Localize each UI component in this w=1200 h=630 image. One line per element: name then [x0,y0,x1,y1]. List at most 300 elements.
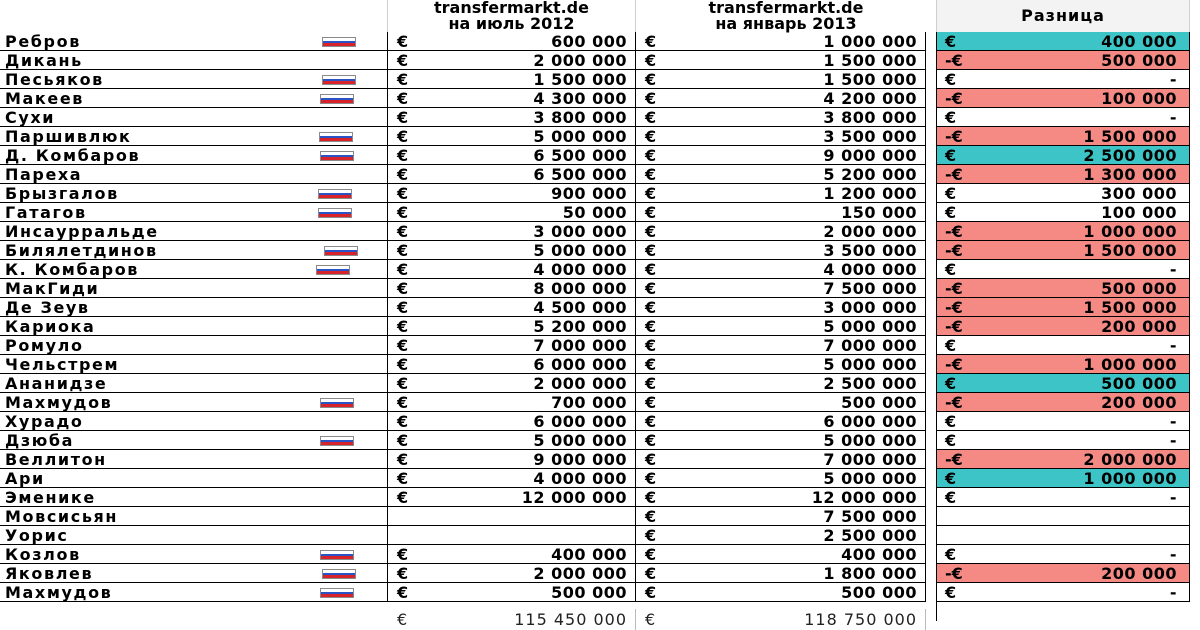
currency-symbol: € [645,32,657,51]
value-january-2013-cell [636,127,926,146]
table-row [0,374,1200,393]
value-january-2013: 5 200 000 [823,165,917,184]
player-name: Мовсисьян [5,507,119,526]
table-row [0,583,1200,602]
value-january-2013-cell [636,393,926,412]
value-july-2012: 5 000 000 [533,431,627,450]
currency-symbol: € [397,165,409,184]
value-july-2012-cell [388,412,636,431]
table-row [0,127,1200,146]
player-name-cell [0,241,388,260]
currency-symbol: € [645,431,657,450]
russia-flag-icon [320,151,354,161]
table-row [0,450,1200,469]
value-january-2013-cell [636,450,926,469]
currency-symbol: € [645,279,657,298]
difference-currency: € [945,545,957,564]
difference-currency: € [945,374,957,393]
value-july-2012: 4 000 000 [533,260,627,279]
russia-flag-icon [319,132,353,142]
value-july-2012-cell [388,203,636,222]
player-name: Билялетдинов [5,241,158,260]
difference-value: 300 000 [1101,184,1177,203]
difference-value: 1 000 000 [1083,355,1177,374]
value-july-2012: 7 000 000 [533,336,627,355]
russia-flag-icon [318,208,352,218]
value-july-2012: 900 000 [551,184,627,203]
russia-flag-icon [320,550,354,560]
value-january-2013: 7 000 000 [823,450,917,469]
currency-symbol: € [397,51,409,70]
currency-symbol: € [645,298,657,317]
currency-symbol: € [397,583,409,602]
currency-symbol: € [397,241,409,260]
value-july-2012-cell [388,260,636,279]
header-blank [0,0,388,32]
player-name: Де Зеув [5,298,90,317]
player-name-cell [0,165,388,184]
currency-symbol: € [397,70,409,89]
player-name-cell [0,89,388,108]
value-july-2012-cell [388,507,636,526]
value-july-2012: 3 000 000 [533,222,627,241]
value-january-2013: 1 500 000 [823,51,917,70]
header-col-b-line1: transfermarkt.de [708,0,864,17]
difference-currency: € [945,488,957,507]
difference-currency: -€ [945,89,963,108]
value-january-2013: 3 500 000 [823,241,917,260]
value-january-2013-cell [636,184,926,203]
value-july-2012-cell [388,51,636,70]
value-july-2012: 9 000 000 [533,450,627,469]
russia-flag-icon [316,265,350,275]
player-name-cell [0,545,388,564]
currency-symbol: € [397,222,409,241]
value-july-2012-cell [388,127,636,146]
difference-currency: -€ [945,165,963,184]
value-july-2012-cell [388,450,636,469]
currency-symbol: € [645,393,657,412]
value-july-2012: 1 500 000 [533,70,627,89]
player-name: Кариока [5,317,96,336]
value-july-2012: 4 500 000 [533,298,627,317]
table-row [0,298,1200,317]
player-name-cell [0,203,388,222]
total-january-2013 [636,609,926,630]
currency-symbol: € [397,146,409,165]
value-january-2013: 150 000 [841,203,917,222]
value-july-2012: 6 000 000 [533,355,627,374]
value-july-2012: 600 000 [551,32,627,51]
currency-symbol: € [397,374,409,393]
value-january-2013-cell [636,583,926,602]
currency-symbol: € [645,165,657,184]
value-january-2013: 4 000 000 [823,260,917,279]
currency-symbol: € [645,469,657,488]
currency-symbol: € [645,583,657,602]
currency-symbol: € [645,260,657,279]
currency-symbol: € [645,507,657,526]
difference-currency: -€ [945,317,963,336]
difference-cell [937,70,1190,89]
difference-cell [937,51,1190,70]
difference-value: - [1169,108,1177,127]
value-january-2013-cell [636,374,926,393]
difference-cell [937,469,1190,488]
currency-symbol: € [397,203,409,222]
difference-value: 500 000 [1101,374,1177,393]
difference-cell [937,488,1190,507]
value-july-2012-cell [388,279,636,298]
player-name: Яковлев [5,564,94,583]
total-a-currency: € [397,610,408,629]
difference-value: 200 000 [1101,317,1177,336]
value-january-2013-cell [636,51,926,70]
currency-symbol: € [397,184,409,203]
header-diff-label: Разница [1021,6,1105,25]
table-row [0,393,1200,412]
difference-value: 1 000 000 [1083,469,1177,488]
value-january-2013: 2 000 000 [823,222,917,241]
value-january-2013: 7 000 000 [823,336,917,355]
player-name: Макеев [5,89,85,108]
value-july-2012-cell [388,146,636,165]
table-row [0,51,1200,70]
difference-currency: -€ [945,393,963,412]
player-name: Ананидзе [5,374,108,393]
value-july-2012: 12 000 000 [521,488,627,507]
player-name: Чельстрем [5,355,120,374]
value-july-2012: 50 000 [562,203,627,222]
player-name-cell [0,222,388,241]
difference-value: 100 000 [1101,89,1177,108]
value-july-2012: 2 000 000 [533,564,627,583]
value-july-2012: 5 000 000 [533,127,627,146]
total-b-currency: € [645,610,656,629]
value-july-2012-cell [388,108,636,127]
value-july-2012-cell [388,165,636,184]
currency-symbol: € [645,412,657,431]
value-january-2013-cell [636,336,926,355]
difference-currency: € [945,412,957,431]
difference-currency: € [945,32,957,51]
difference-cell [937,127,1190,146]
player-name-cell [0,317,388,336]
player-name-cell [0,488,388,507]
difference-cell [937,526,1190,545]
currency-symbol: € [397,545,409,564]
value-january-2013: 7 500 000 [823,279,917,298]
value-january-2013-cell [636,412,926,431]
player-name: Эменике [5,488,96,507]
value-july-2012-cell [388,241,636,260]
difference-currency: € [945,184,957,203]
header-col-a-line2: на июль 2012 [448,14,575,33]
player-name-cell [0,393,388,412]
difference-cell [937,203,1190,222]
currency-symbol: € [645,526,657,545]
difference-currency: € [945,583,957,602]
player-name-cell [0,507,388,526]
difference-currency: € [945,108,957,127]
difference-cell [937,184,1190,203]
value-july-2012: 8 000 000 [533,279,627,298]
value-january-2013-cell [636,165,926,184]
russia-flag-icon [320,588,354,598]
value-january-2013: 1 500 000 [823,70,917,89]
difference-cell [937,336,1190,355]
currency-symbol: € [397,336,409,355]
value-january-2013: 1 200 000 [823,184,917,203]
difference-value: 2 000 000 [1083,450,1177,469]
value-july-2012: 4 300 000 [533,89,627,108]
player-name: Гатагов [5,203,87,222]
value-january-2013: 4 200 000 [823,89,917,108]
value-january-2013-cell [636,355,926,374]
value-january-2013-cell [636,545,926,564]
difference-value: 1 500 000 [1083,127,1177,146]
table-row [0,317,1200,336]
currency-symbol: € [645,127,657,146]
player-name: Махмудов [5,393,113,412]
player-name-cell [0,184,388,203]
value-january-2013-cell [636,317,926,336]
player-name: Ромуло [5,336,84,355]
player-name-cell [0,450,388,469]
currency-symbol: € [645,203,657,222]
difference-value: 1 500 000 [1083,298,1177,317]
difference-cell [937,450,1190,469]
value-july-2012: 6 500 000 [533,165,627,184]
player-name-cell [0,108,388,127]
player-name-cell [0,412,388,431]
value-july-2012: 700 000 [551,393,627,412]
value-january-2013: 3 500 000 [823,127,917,146]
player-name-cell [0,51,388,70]
currency-symbol: € [397,108,409,127]
player-name-cell [0,336,388,355]
player-name-cell [0,32,388,51]
value-january-2013: 500 000 [841,393,917,412]
player-name-cell [0,127,388,146]
player-name: МакГиди [5,279,100,298]
currency-symbol: € [645,146,657,165]
currency-symbol: € [397,298,409,317]
difference-value: 500 000 [1101,279,1177,298]
difference-cell [937,222,1190,241]
currency-symbol: € [645,108,657,127]
value-january-2013-cell [636,279,926,298]
currency-symbol: € [397,393,409,412]
russia-flag-icon [322,569,356,579]
difference-cell [937,545,1190,564]
value-january-2013: 3 000 000 [823,298,917,317]
player-name-cell [0,298,388,317]
difference-currency: -€ [945,222,963,241]
value-july-2012: 2 000 000 [533,374,627,393]
russia-flag-icon [318,189,352,199]
value-july-2012: 4 000 000 [533,469,627,488]
difference-currency: -€ [945,564,963,583]
difference-cell [937,564,1190,583]
value-january-2013: 5 000 000 [823,355,917,374]
value-january-2013: 7 500 000 [823,507,917,526]
currency-symbol: € [645,241,657,260]
difference-currency: € [945,336,957,355]
value-january-2013: 500 000 [841,583,917,602]
difference-value: 1 500 000 [1083,241,1177,260]
value-july-2012: 6 500 000 [533,146,627,165]
russia-flag-icon [320,398,354,408]
value-july-2012-cell [388,583,636,602]
difference-currency: € [945,260,957,279]
currency-symbol: € [645,545,657,564]
value-january-2013-cell [636,526,926,545]
difference-cell [937,412,1190,431]
table-row [0,279,1200,298]
value-july-2012-cell [388,298,636,317]
difference-value: - [1169,488,1177,507]
difference-cell [937,241,1190,260]
value-july-2012-cell [388,564,636,583]
difference-value: - [1169,70,1177,89]
russia-flag-icon [320,94,354,104]
difference-currency: -€ [945,279,963,298]
currency-symbol: € [397,431,409,450]
currency-symbol: € [397,450,409,469]
value-july-2012-cell [388,374,636,393]
value-january-2013-cell [636,488,926,507]
table-row [0,260,1200,279]
player-name: Хурадо [5,412,84,431]
difference-value: - [1169,260,1177,279]
header-col-a-line1: transfermarkt.de [434,0,589,17]
difference-currency: -€ [945,51,963,70]
value-july-2012-cell [388,184,636,203]
header-col-difference [937,0,1190,32]
table-row [0,241,1200,260]
value-january-2013: 1 000 000 [823,32,917,51]
difference-currency: € [945,469,957,488]
difference-value: 1 300 000 [1083,165,1177,184]
difference-cell [937,89,1190,108]
difference-currency: -€ [945,241,963,260]
value-july-2012-cell [388,526,636,545]
value-july-2012-cell [388,431,636,450]
value-january-2013-cell [636,32,926,51]
value-july-2012-cell [388,32,636,51]
currency-symbol: € [645,374,657,393]
currency-symbol: € [397,317,409,336]
difference-value: 2 500 000 [1083,146,1177,165]
difference-cell [937,431,1190,450]
player-name: К. Комбаров [5,260,140,279]
currency-symbol: € [397,412,409,431]
difference-value: 400 000 [1101,32,1177,51]
value-january-2013: 5 000 000 [823,317,917,336]
player-name-cell [0,431,388,450]
player-name-cell [0,260,388,279]
difference-cell [937,393,1190,412]
table-row [0,488,1200,507]
difference-value: 500 000 [1101,51,1177,70]
difference-value: - [1169,431,1177,450]
total-a-value: 115 450 000 [514,610,627,629]
currency-symbol: € [645,355,657,374]
currency-symbol: € [645,317,657,336]
difference-currency: -€ [945,450,963,469]
player-name-cell [0,583,388,602]
table-row [0,412,1200,431]
value-july-2012-cell [388,488,636,507]
value-january-2013-cell [636,431,926,450]
value-july-2012: 3 800 000 [533,108,627,127]
value-january-2013-cell [636,260,926,279]
value-july-2012-cell [388,336,636,355]
value-july-2012: 2 000 000 [533,51,627,70]
value-january-2013: 2 500 000 [823,374,917,393]
table-row [0,184,1200,203]
value-january-2013-cell [636,222,926,241]
value-january-2013: 3 800 000 [823,108,917,127]
player-name: Ари [5,469,45,488]
difference-value: - [1169,545,1177,564]
value-july-2012: 400 000 [551,545,627,564]
value-january-2013-cell [636,108,926,127]
difference-currency: -€ [945,355,963,374]
difference-cell [937,146,1190,165]
currency-symbol: € [397,127,409,146]
russia-flag-icon [324,246,358,256]
currency-symbol: € [645,564,657,583]
value-july-2012-cell [388,393,636,412]
player-name: Махмудов [5,583,113,602]
currency-symbol: € [397,260,409,279]
player-name: Брызгалов [5,184,119,203]
player-name-cell [0,279,388,298]
value-january-2013-cell [636,469,926,488]
player-name-cell [0,374,388,393]
player-name: Дзюба [5,431,75,450]
player-name: Козлов [5,545,81,564]
difference-value: - [1169,583,1177,602]
difference-cell [937,298,1190,317]
value-july-2012: 5 000 000 [533,241,627,260]
value-july-2012-cell [388,70,636,89]
value-july-2012: 6 000 000 [533,412,627,431]
table-row [0,469,1200,488]
currency-symbol: € [645,488,657,507]
difference-currency: € [945,70,957,89]
table-row [0,336,1200,355]
value-january-2013-cell [636,89,926,108]
table-row [0,564,1200,583]
value-july-2012-cell [388,317,636,336]
header-col-january-2013 [636,0,937,32]
currency-symbol: € [397,89,409,108]
column-gap [926,32,937,621]
player-name-cell [0,70,388,89]
difference-cell [937,32,1190,51]
value-july-2012-cell [388,355,636,374]
total-july-2012 [388,609,636,630]
currency-symbol: € [397,355,409,374]
player-name-cell [0,469,388,488]
difference-currency: € [945,203,957,222]
difference-value: 200 000 [1101,393,1177,412]
total-b-value: 118 750 000 [804,610,917,629]
header-col-july-2012 [388,0,636,32]
